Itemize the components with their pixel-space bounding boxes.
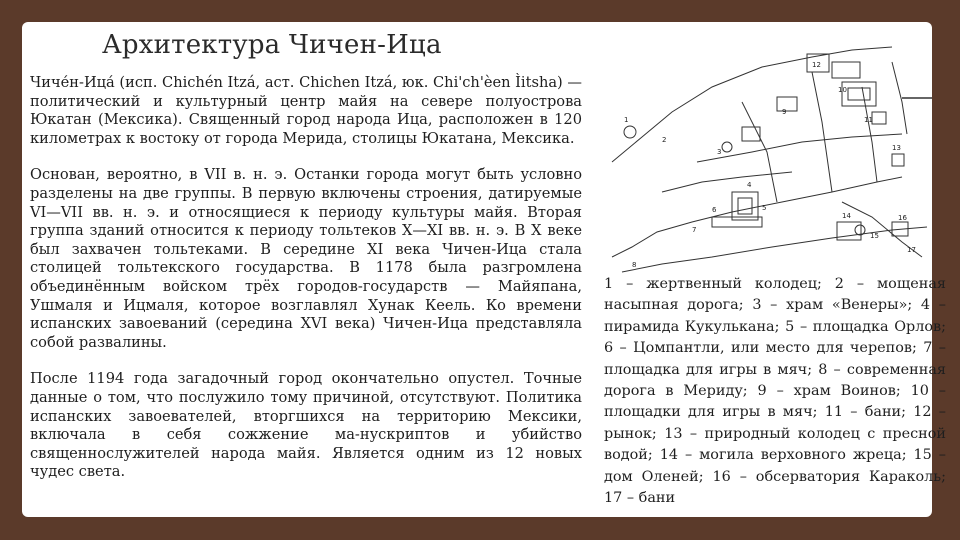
map-label: 6 — [712, 206, 717, 214]
map-label: 11 — [864, 116, 873, 124]
map-label: 5 — [762, 204, 767, 212]
map-label: 15 — [870, 232, 879, 240]
paragraph-intro: Чиче́н-Ица́ (исп. Chichén Itzá, аст. Chichen Itzá, юк. Chi'ch'èen Ìitsha) — политический и культурный центр майя на севере полуострова Юкатан (Мексика). Священный город народа Ица, расположен в 120 километрах к востоку от города Мерида, столицы Юкатана, Мексика. — [30, 74, 582, 147]
map-label: 3 — [717, 148, 722, 156]
map-label: 2 — [662, 136, 667, 144]
map-label: 1 — [624, 116, 629, 124]
map-label: 8 — [632, 261, 637, 269]
map-label: 17 — [907, 246, 916, 254]
map-label: 4 — [747, 181, 752, 189]
map-label: 9 — [782, 108, 787, 116]
page-title: Архитектура Чичен-Ица — [102, 30, 442, 60]
paragraph-decline: После 1194 года загадочный город окончательно опустел. Точные данные о том, что послужило тому причиной, отсутствуют. Политика испанских завоевателей, вторгшихся на территорию Мексики, включала в себя сожжение ма-нускриптов и убийство священнослужителей народа майя. Является одним из 12 новых чудес света. — [30, 370, 582, 481]
slide — [22, 22, 946, 517]
map-label: 14 — [842, 212, 851, 220]
map-label: 16 — [898, 214, 907, 222]
body-text — [30, 74, 582, 500]
paragraph-history: Основан, вероятно, в VII в. н. э. Останки города могут быть условно разделены на две группы. В первую включены строения, датируемые VI—VII вв. н. э. и относящиеся к периоду культуры майя. Вторая группа зданий относится к периоду тольтеков X—XI вв. н. э. В X веке был захвачен тольтеками. В середине XI века Чичен-Ица стала столицей тольтекского государства. В 1178 была разгромлена объединённым войском трёх городов-государств — Майяпана, Ушмаля и Ицмаля, которое возглавлял Хунак Кеель. Ко времени испанских завоеваний (середина XVI века) Чичен-Ица представляла собой развалины. — [30, 166, 582, 351]
map-legend: 1 – жертвенный колодец; 2 – мощеная насыпная дорога; 3 – храм «Венеры»; 4 – пирамида Кукулькана; 5 – площадка Орлов; 6 – Цомпантли, или место для черепов; 7 – площадка для игры в мяч; 8 – современная дорога в Мериду; 9 – храм Воинов; 10 – площадки для игры в мяч; 11 – бани; 12 – рынок; 13 – природный колодец с пресной водой; 14 – могила верховного жреца; 15 – дом Оленей; 16 – обсерватория Караколь; 17 – бани — [604, 276, 946, 507]
map-label: 13 — [892, 144, 901, 152]
map-label: 7 — [692, 226, 697, 234]
map-label: 12 — [812, 61, 821, 69]
map-label: 10 — [838, 86, 847, 94]
site-map — [602, 42, 932, 274]
